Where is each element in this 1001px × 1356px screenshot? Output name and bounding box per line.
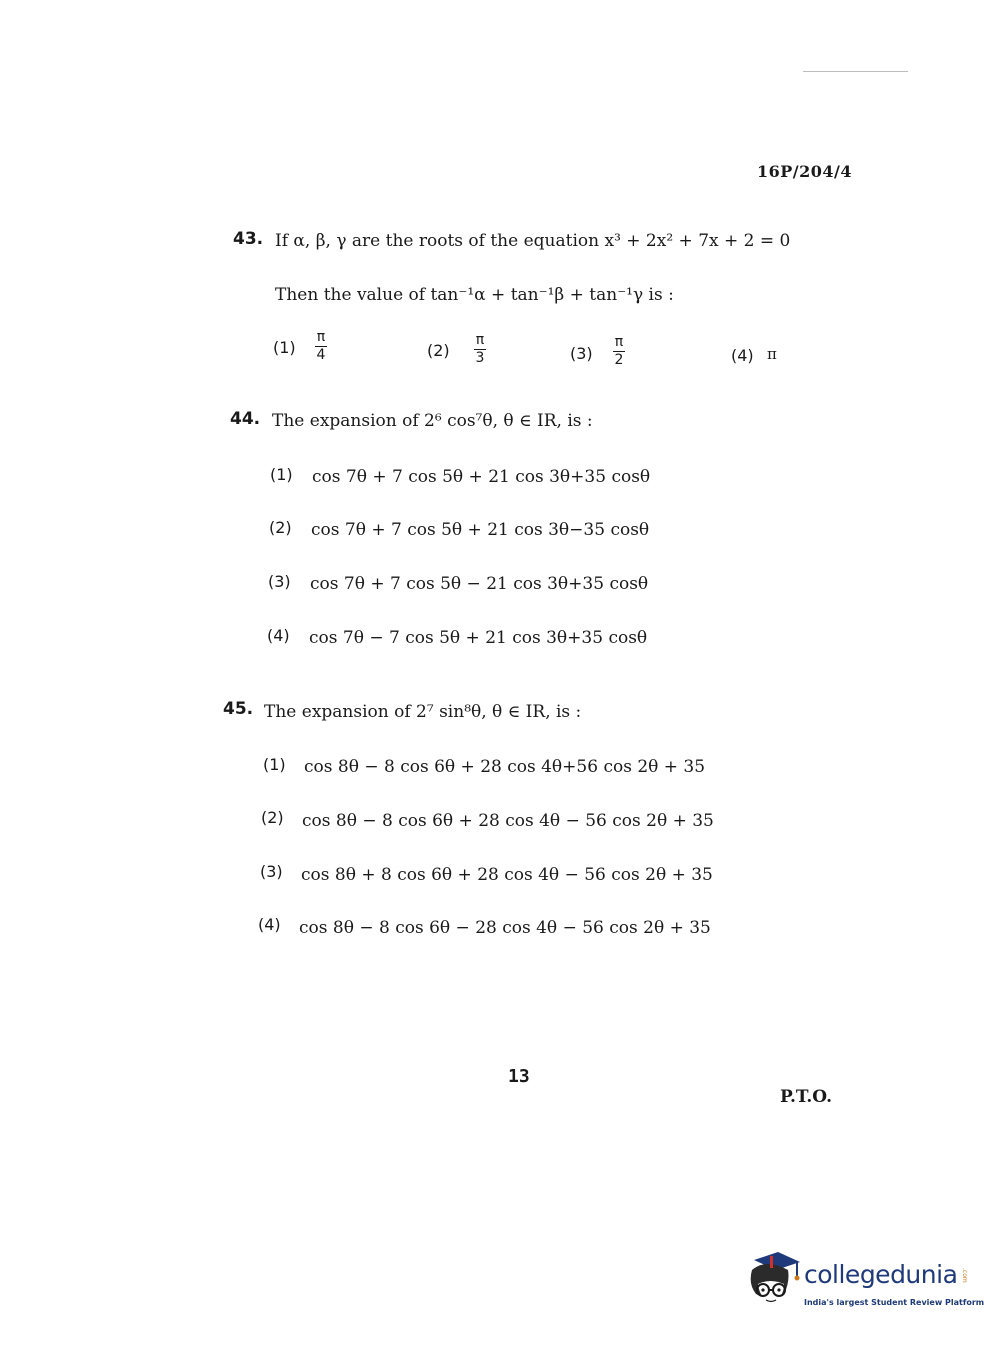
option-label: (2) [261,808,284,827]
fraction-denominator: 4 [316,347,326,363]
fraction-numerator: π [316,329,326,345]
option-label: (3) [268,572,291,591]
question-stem: The expansion of 2⁷ sin⁸θ, θ ∈ IR, is : [264,702,582,722]
option-text: cos 7θ + 7 cos 5θ + 21 cos 3θ−35 cosθ [311,520,650,540]
option-label: (3) [260,862,283,881]
option-text: cos 8θ + 8 cos 6θ + 28 cos 4θ − 56 cos 2θ + 35 [301,865,713,885]
fraction-numerator: π [614,334,624,350]
option-label: (1) [273,338,296,357]
option-label: (1) [270,465,293,484]
option-fraction [315,330,327,363]
option-text: cos 7θ + 7 cos 5θ − 21 cos 3θ+35 cosθ [310,574,649,594]
fraction-numerator: π [475,332,485,348]
question-number: 45. [223,699,254,719]
logo-wordmark: collegedunia [804,1260,958,1289]
option-label: (1) [263,755,286,774]
option-label: (4) [258,915,281,934]
option-text: cos 7θ − 7 cos 5θ + 21 cos 3θ+35 cosθ [309,628,648,648]
logo-suffix: .com [961,1268,968,1283]
option-fraction [474,333,486,366]
question-stem: If α, β, γ are the roots of the equation x³ + 2x² + 7x + 2 = 0 [275,231,791,251]
option-text: cos 8θ − 8 cos 6θ + 28 cos 4θ+56 cos 2θ + 35 [304,757,706,777]
option-label: (3) [570,344,593,363]
top-rule [803,71,908,72]
option-text: cos 7θ + 7 cos 5θ + 21 cos 3θ+35 cosθ [312,467,651,487]
fraction-denominator: 2 [614,352,624,368]
option-text: cos 8θ − 8 cos 6θ + 28 cos 4θ − 56 cos 2θ + 35 [302,811,714,831]
option-text: π [767,345,777,363]
pto-label: P.T.O. [780,1087,832,1107]
question-stem: The expansion of 2⁶ cos⁷θ, θ ∈ IR, is : [272,411,593,431]
question-stem-line2: Then the value of tan⁻¹α + tan⁻¹β + tan⁻¹γ is : [275,285,674,305]
logo-tagline: India's largest Student Review Platform [804,1298,985,1307]
collegedunia-logo [744,1248,985,1318]
option-fraction [613,335,625,368]
paper-code: 16P/204/4 [757,162,853,181]
option-text: cos 8θ − 8 cos 6θ − 28 cos 4θ − 56 cos 2θ + 35 [299,918,711,938]
option-label: (2) [269,518,292,537]
option-label: (4) [267,626,290,645]
page-number: 13 [508,1066,530,1087]
fraction-denominator: 3 [475,350,485,366]
option-label: (2) [427,341,450,360]
mascot-icon [744,1248,802,1318]
question-number: 43. [233,229,264,249]
question-number: 44. [230,409,261,429]
option-label: (4) [731,346,754,365]
